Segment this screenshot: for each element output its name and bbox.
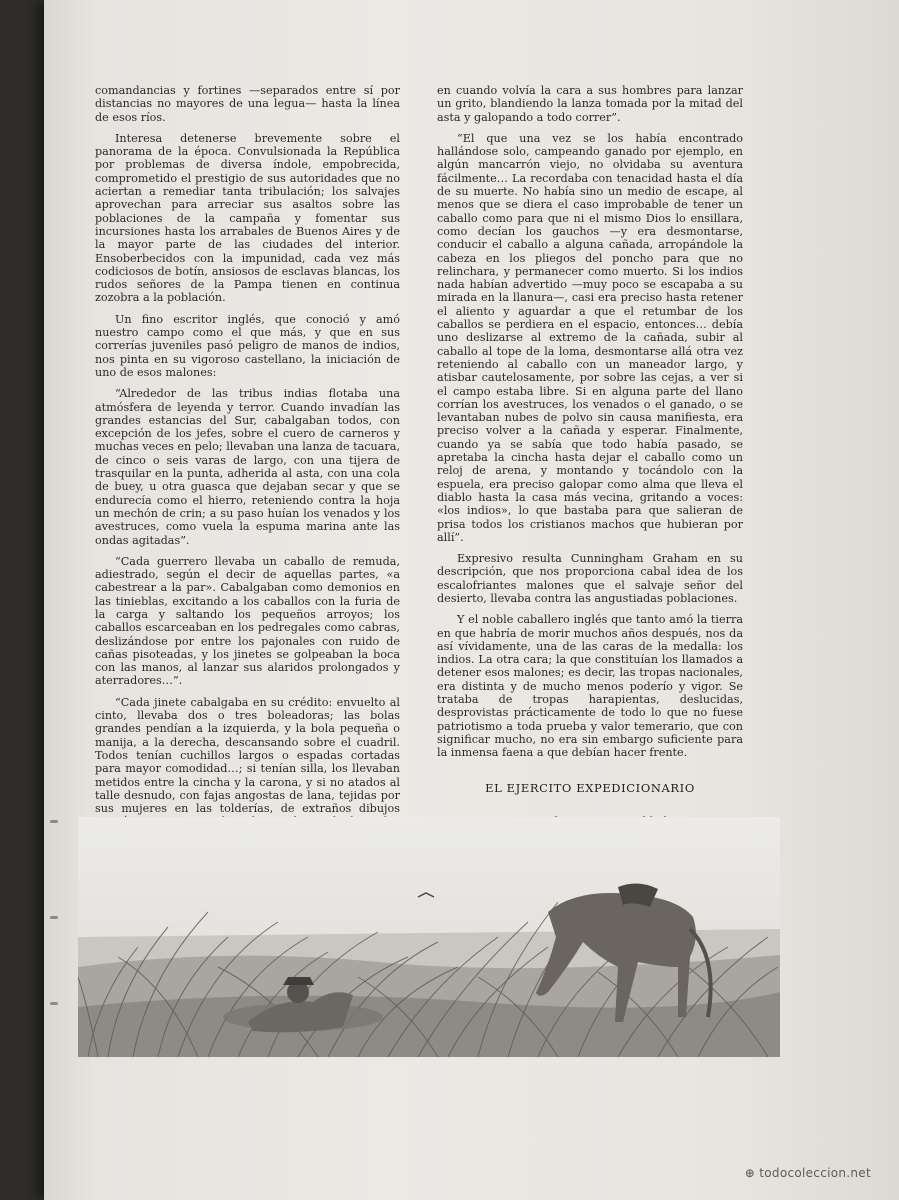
- paragraph: Interesa detenerse brevemente sobre el panorama de la época. Convulsionada la República por problemas de diversa índole, empobrecida, comprometido el prestigio de sus autoridades que no aciertan a remediar tanta tribulación; los salvajes aprovechan para arreciar sus asaltos sobre las poblaciones de la campaña y fomentar sus incursiones hasta los arrabales de Buenos Aires y de la mayor parte de las ciudades del interior. Ensoberbecidos con la impunidad, cada vez más codiciosos de botín, ansiosos de esclavas blancas, los rudos señores de la Pampa tienen en continua zozobra a la población.: [95, 131, 400, 305]
- paragraph: comandancias y fortines —separados entre sí por distancias no mayores de una legua— hasta la línea de esos ríos.: [95, 84, 400, 124]
- paragraph: Y el noble caballero inglés que tanto amó la tierra en que habría de morir muchos años después, nos da así vívidamente, una de las caras de la medalla: los indios. La otra cara; la que constituían los llamados a detener esos malones; es decir, las tropas nacionales, era distinta y de mucho menos poderío y vigor. Se trataba de tropas harapientas, deslucidas, desprovistas prácticamente de todo lo que no fuese patriotismo a toda prueba y valor temerario, que con significar mucho, no era sin embargo suficiente para la inmensa faena a que debían hacer frente.: [437, 613, 743, 760]
- quote-paragraph: “El que una vez se los había encontrado hallándose solo, campeando ganado por ejemplo, en algún mancarrón viejo, no olvidaba su aventura fácilmente… La recordaba con tenacidad hasta el día de su muerte. No había sino un medio de escape, al menos que se diera el caso improbable de tener un caballo como para que ni el mismo Dios lo ensillara, como decían los gauchos —y era desmontarse, conducir el caballo a alguna cañada, arropándole la cabeza en los pliegos del poncho para que no relinchara, y permanecer como muerto. Si los indios nada habían advertido —muy poco se escapaba a su mirada en la llanura—, casi era preciso hasta retener el aliento y aguardar a que el retumbar de los caballos se perdiera en el espacio, entonces… debía uno deslizarse al extremo de la cañada, subir al caballo al tope de la loma, desmontarse allá otra vez reteniendo al caballo con un maneador largo, y atisbar cautelosamente, por sobre las cejas, a ver si el campo estaba libre. Si en alguna parte del llano corrían los avestruces, los venados o el ganado, o se levantaban nubes de polvo sin causa manifiesta, era preciso volver a la cañada y esperar. Finalmente, cuando ya se sabía que todo había pasado, se apretaba la cincha hasta dejar el caballo como un reloj de arena, y montando y tocándolo con la espuela, era preciso galopar como alma que lleva el diablo hasta la casa más vecina, gritando a voces: «los indios», lo que bastaba para que salieran de prisa todos los cristianos machos que hubieran por allí”.: [437, 131, 743, 544]
- paragraph: Expresivo resulta Cunningham Graham en su descripción, que nos proporciona cabal idea de los escalofriantes malones que el salvaje señor del desierto, llevaba contra las angustiadas poblaciones.: [437, 552, 743, 605]
- watermark: [745, 1166, 871, 1180]
- binding-mark: [50, 820, 58, 823]
- pampa-illustration: [78, 817, 780, 1057]
- quote-paragraph: “Cada jinete cabalgaba en su crédito: envuelto al cinto, llevaba dos o tres boleadoras; las bolas grandes pendían a la izquierda, y la bola pequeña o manija, a la derecha, descansando sobre el cuadril. Todos tenían cuchillos largos o espadas cortadas para mayor comodidad…; si tenían silla, los llevaban metidos entre la cincha y la carona, y si no atados al talle desnudo, con fajas angostas de lana, tejidas por sus mujeres en las tolderías, de extraños dibujos: [95, 695, 400, 816]
- quote-paragraph: “Alrededor de las tribus indias flotaba una atmósfera de leyenda y terror. Cuando invadían las grandes estancias del Sur, cabalgaban todos, con excepción de los jefes, sobre el cuero de carneros y muchas veces en pelo; llevaban una lanza de tacuara, de cinco o seis varas de largo, con una tijera de trasquilar en la punta, adherida al asta, con una cola de buey, u otra guasca que dejaban secar y que se endurecía como el hierro, reteniendo contra la hoja un mechón de crin; a su paso huían los venados y los avestruces, como vuela la espuma marina ante las ondas agitadas”.: [95, 387, 400, 547]
- right-text-column: [437, 84, 743, 937]
- binding-mark: [50, 916, 58, 919]
- section-heading: EL EJERCITO EXPEDICIONARIO: [485, 780, 695, 795]
- paragraph: en cuando volvía la cara a sus hombres para lanzar un grito, blandiendo la lanza tomada por la mitad del asta y galopando a todo correr”.: [437, 84, 743, 124]
- todocoleccion-logo-icon: ⊕: [744, 1166, 756, 1180]
- illustration-drawing: [78, 817, 780, 1057]
- paragraph: Un fino escritor inglés, que conoció y amó nuestro campo como el que más, y que en sus correrías juveniles pasó peligro de manos de indios, nos pinta en su vigoroso castellano, la iniciación de uno de esos malones:: [95, 312, 400, 379]
- watermark-text: todocoleccion.net: [759, 1166, 871, 1180]
- quote-paragraph: “Cada guerrero llevaba un caballo de remuda, adiestrado, según el decir de aquellas partes, «a cabestrear a la par». Cabalgaban como demonios en las tinieblas, excitando a los caballos con la furia de la carga y saltando los pequeños arroyos; los caballos escarceaban en los pedregales como cabras, deslizándose por entre los pajonales con ruido de cañas pisoteadas, y los jinetes se golpeaban la boca con las manos, al lanzar sus alaridos prolongados y aterradores…”.: [95, 554, 400, 688]
- binding-mark: [50, 1002, 58, 1005]
